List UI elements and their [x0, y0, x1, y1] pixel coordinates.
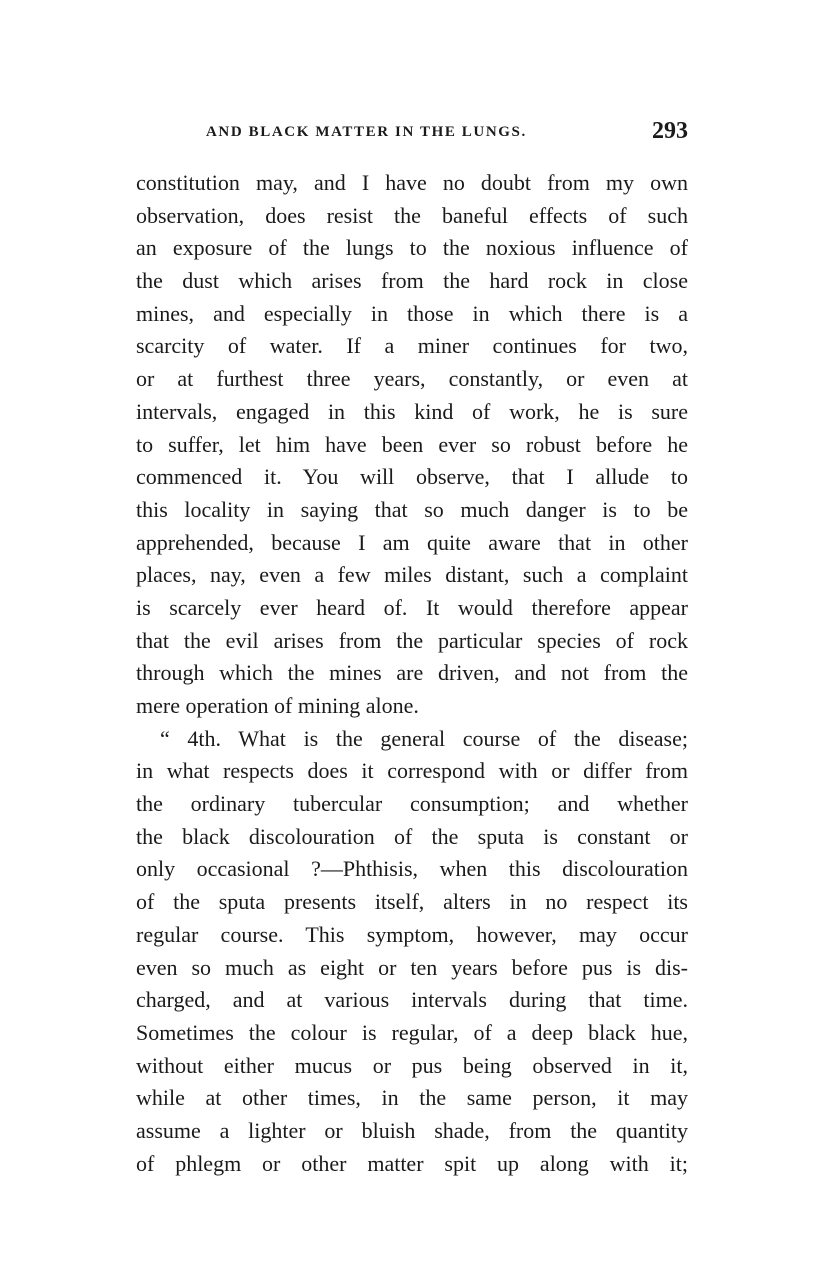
- text-line: that the evil arises from the particular species of rock: [136, 627, 688, 653]
- text-line: commenced it. You will observe, that I allude to: [136, 464, 688, 490]
- text-line: to suffer, let him have been ever so robust before he: [136, 431, 688, 457]
- running-title: AND BLACK MATTER IN THE LUNGS.: [206, 124, 527, 140]
- text-line: regular course. This symptom, however, may occur: [136, 921, 688, 947]
- text-line: while at other times, in the same person, it may: [136, 1085, 688, 1111]
- text-line: even so much as eight or ten years before pus is dis-: [136, 954, 688, 980]
- text-line: only occasional ?—Phthisis, when this discolouration: [136, 856, 688, 882]
- page-number: 293: [652, 118, 688, 144]
- text-line: without either mucus or pus being observed in it,: [136, 1052, 688, 1078]
- text-line: of the sputa presents itself, alters in no respect its: [136, 889, 688, 915]
- text-line: is scarcely ever heard of. It would therefore appear: [136, 594, 688, 620]
- text-line: constitution may, and I have no doubt from my own: [136, 170, 688, 195]
- text-line: charged, and at various intervals during that time.: [136, 987, 688, 1013]
- text-line: Sometimes the colour is regular, of a deep black hue,: [136, 1019, 688, 1045]
- running-head: [136, 118, 688, 150]
- text-line: or at furthest three years, constantly, or even at: [136, 366, 688, 392]
- text-line: places, nay, even a few miles distant, such a complaint: [136, 562, 688, 588]
- body-text: [136, 167, 688, 1180]
- text-line: the dust which arises from the hard rock in close: [136, 268, 688, 294]
- text-line: the black discolouration of the sputa is constant or: [136, 823, 688, 849]
- text-line: mere operation of mining alone.: [136, 693, 419, 718]
- text-line: through which the mines are driven, and not from the: [136, 660, 688, 686]
- text-line: in what respects does it correspond with or differ from: [136, 758, 688, 784]
- text-line: mines, and especially in those in which there is a: [136, 300, 688, 326]
- text-line: apprehended, because I am quite aware that in other: [136, 529, 688, 555]
- text-line: “ 4th. What is the general course of the disease;: [160, 725, 688, 751]
- text-line: intervals, engaged in this kind of work, he is sure: [136, 398, 688, 424]
- text-line: of phlegm or other matter spit up along with it;: [136, 1150, 688, 1176]
- text-line: assume a lighter or bluish shade, from the quantity: [136, 1117, 688, 1143]
- text-line: an exposure of the lungs to the noxious influence of: [136, 235, 688, 261]
- text-line: observation, does resist the baneful effects of such: [136, 202, 688, 228]
- text-line: the ordinary tubercular consumption; and whether: [136, 791, 688, 817]
- text-line: this locality in saying that so much danger is to be: [136, 496, 688, 522]
- text-line: scarcity of water. If a miner continues for two,: [136, 333, 688, 359]
